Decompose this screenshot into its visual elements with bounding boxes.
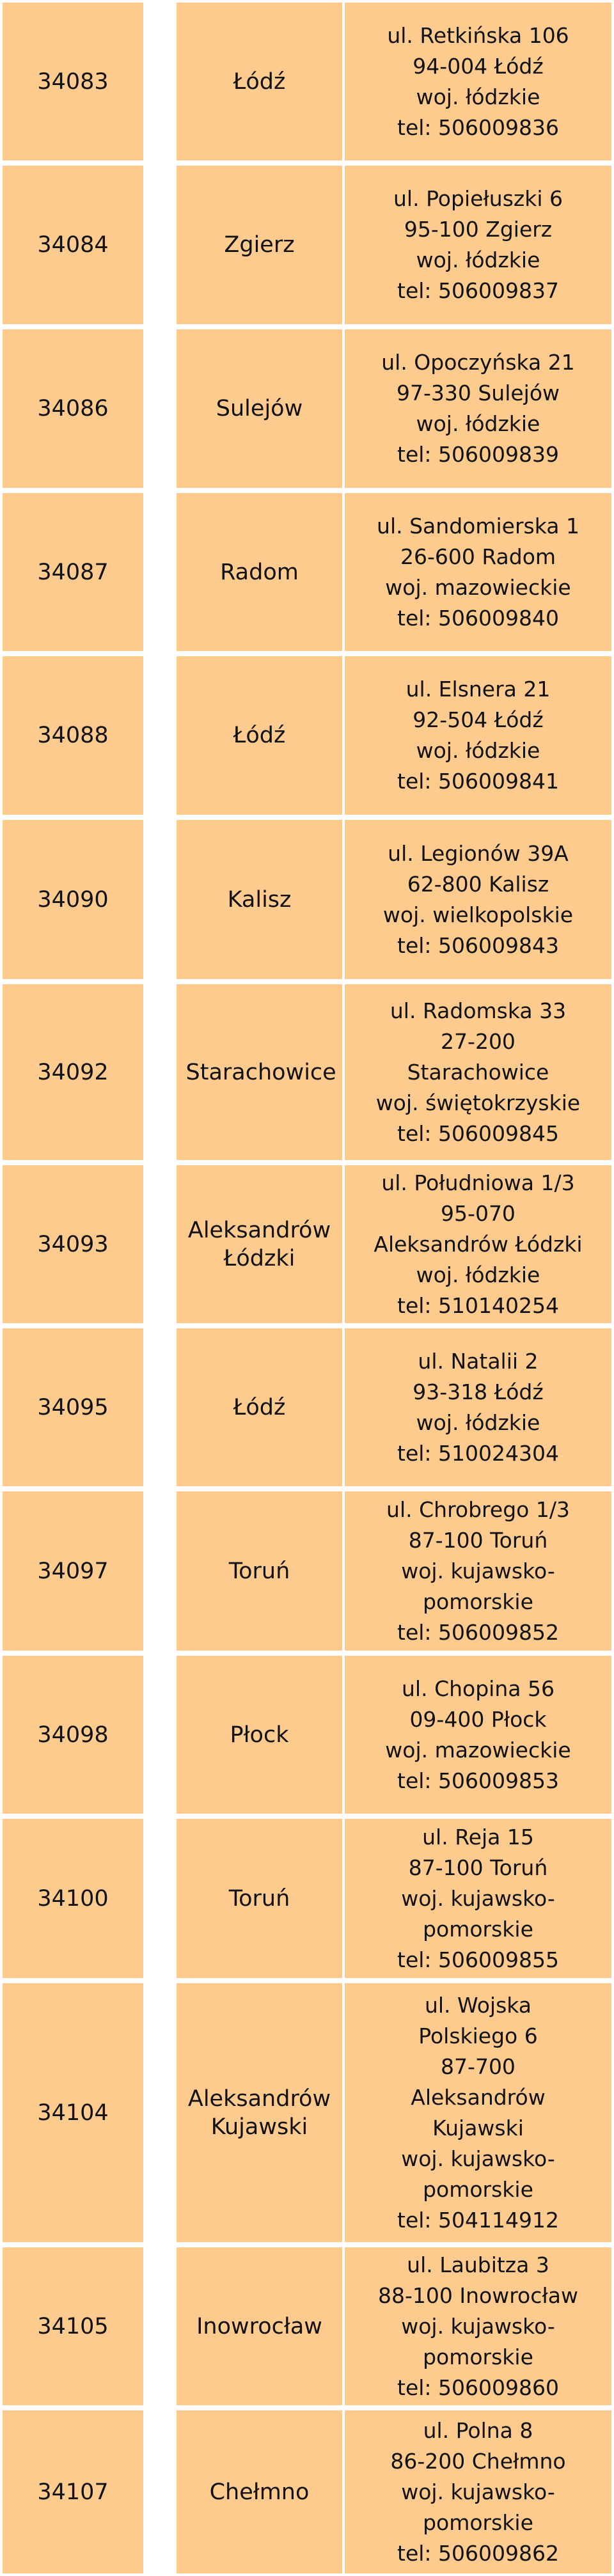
branch-number-cell [3,656,143,815]
address-cell [345,1491,611,1651]
address-line: woj. kujawsko- [401,2313,555,2339]
address-line: woj. mazowieckie [385,1737,571,1763]
address-line: 87-100 Toruń [408,1855,548,1880]
table-row [0,329,614,488]
address-line: woj. mazowieckie [385,574,571,600]
city-name: Aleksandrów Kujawski [187,2085,331,2140]
address-block [387,20,569,143]
address-line: Aleksandrów Łódzki [374,1231,583,1257]
address-line: woj. wielkopolskie [382,902,574,927]
branch-number-cell [3,1165,143,1323]
city-name: Toruń [228,1558,290,1584]
city-cell [177,2410,342,2573]
city-cell [177,3,342,161]
address-line: pomorskie [423,2344,533,2369]
address-line: pomorskie [423,1916,533,1942]
address-line: ul. Wojska [424,1992,532,2018]
address-line: ul. Popiełuszki 6 [393,186,563,211]
address-line: woj. kujawsko- [401,1558,555,1583]
address-line: pomorskie [423,2176,533,2202]
address-line: Aleksandrów [411,2084,546,2110]
address-line: 27-200 [441,1028,516,1054]
address-line: 97-330 Sulejów [396,381,560,405]
address-line: ul. Chopina 56 [402,1676,555,1701]
address-cell [345,820,611,979]
table-row [0,2410,614,2573]
address-cell [345,984,611,1160]
address-block [390,2415,565,2569]
address-cell [345,1165,611,1323]
address-block [385,1674,571,1796]
address-cell [345,656,611,815]
branch-number: 34083 [37,68,109,95]
branch-number: 34084 [37,232,109,258]
address-line: ul. Natalii 2 [418,1348,539,1374]
branch-number: 34097 [37,1558,109,1584]
address-line: woj. łódzkie [416,84,540,109]
address-line: 92-504 Łódź [413,707,544,732]
city-cell [177,166,342,324]
city-name: Toruń [228,1885,290,1912]
table-row [0,1983,614,2242]
branch-number: 34107 [37,2479,109,2505]
address-line: tel: 506009853 [397,1768,559,1793]
city-cell [177,1491,342,1651]
table-row [0,1656,614,1814]
branch-number: 34090 [37,886,109,913]
address-line: 26-600 Radom [400,544,556,569]
branch-number-cell [3,1656,143,1814]
address-line: Starachowice [407,1059,549,1085]
address-line: 88-100 Inowrocław [378,2282,578,2308]
city-cell [177,984,342,1160]
address-line: ul. Sandomierska 1 [377,513,579,538]
address-line: tel: 510140254 [397,1292,559,1318]
address-line: 93-318 Łódź [413,1379,544,1404]
branch-number-cell [3,1491,143,1651]
branch-number: 34098 [37,1722,109,1748]
address-line: woj. kujawsko- [401,2479,555,2504]
table-row [0,1491,614,1651]
branch-number: 34105 [37,2313,109,2339]
address-line: woj. kujawsko- [401,2146,555,2171]
address-block [397,1346,559,1469]
table-row [0,984,614,1160]
address-block [397,1990,559,2236]
city-name: Łódź [233,68,286,95]
address-line: ul. Elsnera 21 [405,677,551,702]
city-cell [177,1983,342,2242]
branch-number-cell [3,2410,143,2573]
address-block [386,1495,570,1648]
address-block [383,838,573,961]
city-name: Łódź [233,1394,286,1420]
address-line: tel: 506009839 [397,442,559,467]
branch-number-cell [3,493,143,651]
address-block [374,1168,582,1321]
address-line: pomorskie [423,1589,533,1614]
branch-number: 34100 [37,1885,109,1912]
address-line: 62-800 Kalisz [407,871,549,897]
address-line: ul. Retkińska 106 [387,22,569,48]
table-row [0,1328,614,1486]
city-name: Starachowice [185,1059,336,1085]
address-cell [345,2410,611,2573]
city-cell [177,493,342,651]
address-line: tel: 506009841 [397,769,559,794]
address-line: ul. Radomska 33 [390,998,567,1023]
city-name: Radom [220,559,299,585]
address-line: 95-100 Zgierz [404,217,553,242]
address-line: pomorskie [423,2509,533,2535]
city-name: Aleksandrów Łódzki [187,1217,331,1271]
address-line: woj. łódzkie [416,1410,540,1435]
city-name: Łódź [233,723,286,748]
address-line: woj. świętokrzyskie [375,1090,581,1115]
city-cell [177,656,342,815]
city-name: Zgierz [224,232,295,258]
address-line: woj. łódzkie [416,247,540,272]
branch-number: 34087 [37,559,109,585]
city-name: Kalisz [227,886,292,913]
address-cell [345,166,611,324]
address-block [397,674,559,797]
branch-number-cell [3,3,143,161]
city-name: Płock [230,1722,289,1748]
address-line: woj. łódzkie [416,738,540,763]
address-cell [345,329,611,488]
address-cell [345,1819,611,1978]
address-line: ul. Legionów 39A [388,840,569,866]
address-block [397,1822,559,1975]
city-name: Sulejów [216,396,303,421]
address-line: tel: 506009855 [397,1947,559,1972]
address-line: ul. Laubitza 3 [407,2252,549,2277]
branch-number: 34086 [37,396,109,421]
address-line: Polskiego 6 [418,2023,538,2048]
city-cell [177,329,342,488]
address-line: 94-004 Łódź [413,53,544,79]
address-cell [345,3,611,161]
city-cell [177,1165,342,1323]
branch-number-cell [3,1819,143,1978]
city-name: Inowrocław [196,2313,322,2339]
branch-number-cell [3,984,143,1160]
address-line: ul. Polna 8 [423,2417,533,2443]
address-cell [345,1328,611,1486]
address-line: tel: 506009862 [397,2540,559,2566]
address-block [376,996,580,1149]
branch-number: 34088 [37,723,109,748]
address-line: woj. łódzkie [416,1262,540,1287]
table-row [0,493,614,651]
branch-number: 34093 [37,1231,109,1257]
city-cell [177,820,342,979]
address-line: tel: 504114912 [397,2207,559,2233]
address-cell [345,493,611,651]
table-row [0,1819,614,1978]
branch-number: 34095 [37,1394,109,1420]
address-cell [345,1656,611,1814]
table-row [0,3,614,161]
address-line: 09-400 Płock [409,1706,547,1732]
address-line: tel: 506009845 [397,1120,559,1146]
address-line: tel: 506009860 [397,2375,559,2400]
address-line: woj. łódzkie [416,411,540,436]
address-line: tel: 506009836 [397,114,559,140]
table-row [0,1165,614,1323]
branch-number-cell [3,166,143,324]
address-cell [345,1983,611,2242]
address-line: tel: 506009843 [397,932,559,958]
address-line: Kujawski [432,2115,524,2140]
address-line: tel: 506009837 [397,278,559,303]
address-block [393,184,563,306]
city-name: Chełmno [209,2479,310,2505]
branch-number: 34092 [37,1059,109,1085]
address-line: ul. Chrobrego 1/3 [386,1496,570,1522]
city-cell [177,2247,342,2405]
branch-number: 34104 [37,2100,109,2126]
address-block [381,347,575,470]
branch-number-cell [3,1328,143,1486]
address-line: 87-100 Toruń [408,1527,548,1553]
table-row [0,820,614,979]
branch-number-cell [3,2247,143,2405]
address-line: ul. Południowa 1/3 [381,1170,575,1195]
address-line: 95-070 [441,1200,516,1226]
branch-number-cell [3,1983,143,2242]
address-cell [345,2247,611,2405]
address-line: tel: 506009852 [397,1619,559,1645]
address-block [377,511,579,634]
address-block [378,2250,578,2403]
branch-number-cell [3,820,143,979]
address-line: ul. Reja 15 [422,1824,534,1850]
address-line: 86-200 Chełmno [390,2448,566,2474]
address-line: tel: 506009840 [397,605,559,631]
address-line: ul. Opoczyńska 21 [381,350,575,375]
city-cell [177,1656,342,1814]
table-row [0,166,614,324]
address-line: 87-700 [441,2054,516,2079]
city-cell [177,1819,342,1978]
table-row [0,2247,614,2405]
branch-number-cell [3,329,143,488]
address-line: woj. kujawsko- [401,1885,555,1911]
city-cell [177,1328,342,1486]
address-line: tel: 510024304 [397,1440,559,1466]
table-row [0,656,614,815]
